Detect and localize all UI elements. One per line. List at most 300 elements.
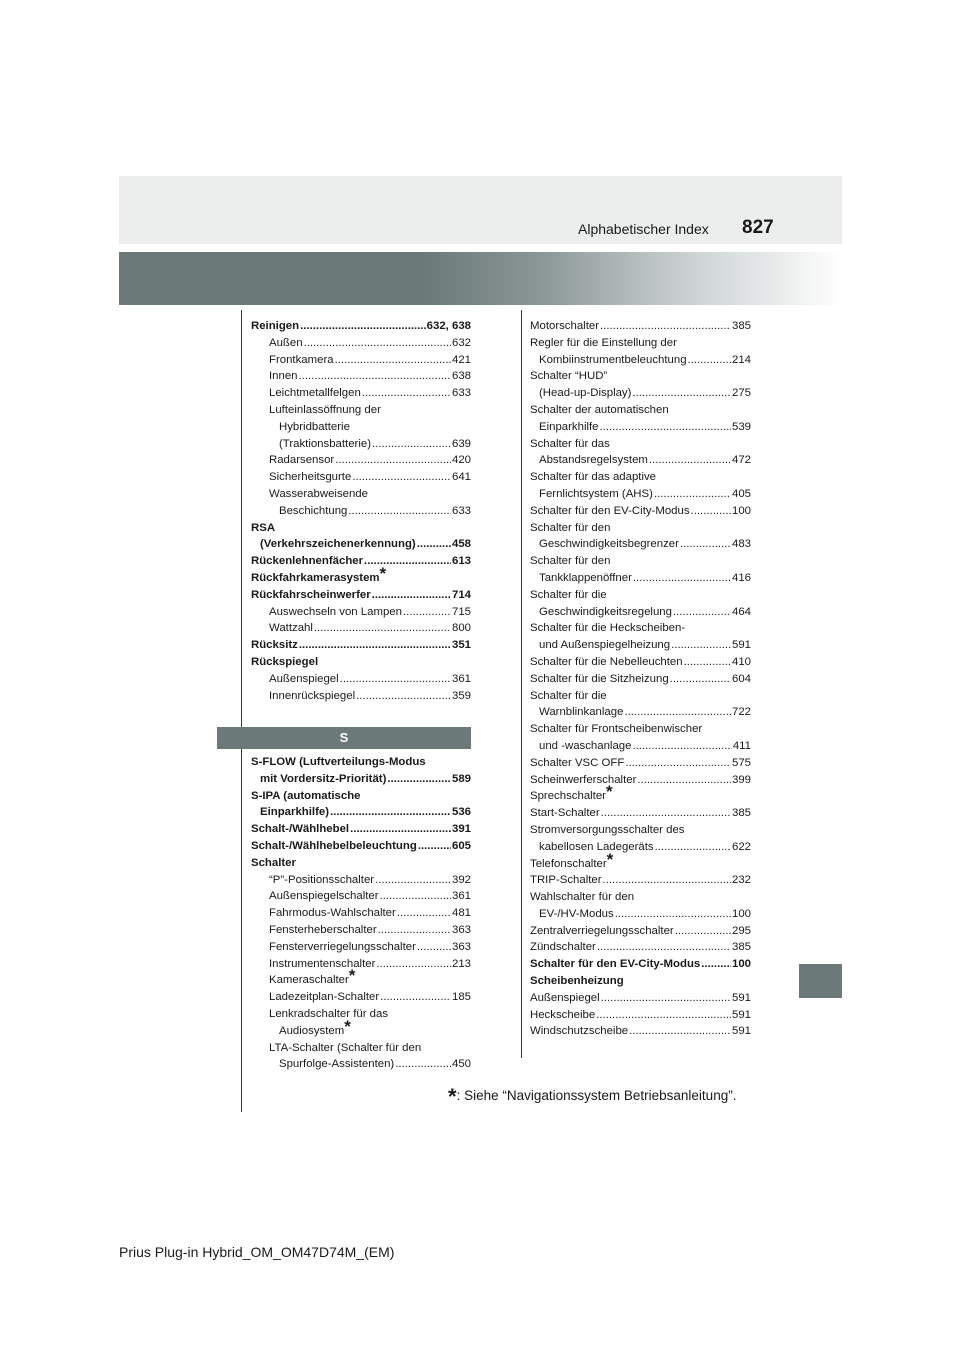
index-entry (251, 563, 471, 587)
entry-page-number: 100 (731, 504, 751, 517)
index-entry (530, 570, 751, 587)
index-entry (251, 688, 471, 705)
index-entry (251, 402, 471, 419)
index-entry (530, 721, 751, 738)
entry-page-number: 632 (451, 336, 471, 349)
dot-leader (601, 990, 731, 1007)
entry-page-number: 385 (731, 807, 751, 820)
index-entry (530, 1023, 751, 1040)
index-entry (251, 536, 471, 553)
entry-label: Außenspiegel (269, 672, 339, 685)
entry-label: Fernlichtsystem (AHS) (539, 487, 653, 500)
dot-leader (629, 1023, 731, 1040)
dot-leader (603, 872, 731, 889)
entry-label: Wattzahl (269, 622, 313, 635)
section-letter-band: S (217, 727, 471, 749)
entry-label: Schalter “HUD” (530, 370, 608, 383)
entry-page-number: 295 (731, 924, 751, 937)
entry-page-number: 416 (731, 571, 751, 584)
column-divider-rule (521, 310, 522, 1058)
entry-label: Schalter für die Sitzheizung (530, 672, 669, 685)
footnote (448, 1084, 736, 1110)
dot-leader (362, 385, 451, 402)
index-entry (251, 956, 471, 973)
index-entry (251, 905, 471, 922)
index-entry (251, 385, 471, 402)
index-entry (530, 906, 751, 923)
asterisk-marker: * (344, 1016, 351, 1036)
entry-page-number: 399 (731, 773, 751, 786)
entry-page-number: 391 (451, 823, 471, 836)
section-title: Alphabetischer Index (578, 221, 709, 237)
dot-leader (350, 821, 451, 838)
dot-leader (600, 318, 731, 335)
index-entry (530, 452, 751, 469)
index-entry (251, 654, 471, 671)
entry-page-number: 405 (731, 487, 751, 500)
entry-label: S-FLOW (Luftverteilungs-Modus (251, 756, 426, 768)
entry-label: Audiosystem (279, 1024, 345, 1037)
entry-label: Fensterheberschalter (269, 923, 377, 936)
entry-label: Stromversorgungsschalter des (530, 823, 685, 836)
index-entry (530, 805, 751, 822)
entry-label: Sprechschalter (530, 790, 606, 803)
dot-leader (600, 419, 731, 436)
entry-label: Ladezeitplan-Schalter (269, 991, 380, 1004)
index-entry (251, 788, 471, 805)
index-entry (530, 772, 751, 789)
entry-label: Leichtmetallfelgen (269, 387, 361, 400)
entry-label: Außenspiegelschalter (269, 890, 379, 903)
index-block-r (251, 318, 471, 704)
dot-leader (372, 587, 451, 604)
index-entry (251, 989, 471, 1006)
index-entry (251, 436, 471, 453)
entry-label: Schalter für die (530, 588, 607, 601)
entry-label: Rücksitz (251, 639, 298, 652)
index-entry (530, 352, 751, 369)
dot-leader (632, 385, 731, 402)
entry-page-number: 363 (451, 923, 471, 936)
index-entry (530, 587, 751, 604)
index-entry (251, 520, 471, 537)
entry-label: Lenkradschalter für das (269, 1007, 389, 1020)
entry-label: kabellosen Ladegeräts (539, 840, 654, 853)
entry-page-number: 363 (451, 940, 471, 953)
entry-page-number: 275 (731, 387, 751, 400)
entry-label: Rückfahrscheinwerfer (251, 588, 371, 601)
index-entry (251, 872, 471, 889)
dot-leader (356, 688, 451, 705)
dot-leader (335, 452, 451, 469)
dot-leader (637, 772, 731, 789)
entry-label: Instrumentenschalter (269, 957, 376, 970)
entry-label: Regler für die Einstellung der (530, 336, 677, 349)
index-entry (251, 335, 471, 352)
index-entry (251, 939, 471, 956)
index-entry (251, 604, 471, 621)
entry-page-number: 385 (731, 320, 751, 332)
index-entry (530, 849, 751, 873)
index-entry (251, 318, 471, 335)
index-entry (251, 855, 471, 872)
entry-page-number: 632, 638 (426, 320, 471, 332)
dot-leader (654, 486, 731, 503)
entry-label: Radarsensor (269, 454, 335, 467)
dot-leader (304, 335, 451, 352)
asterisk-marker: * (379, 563, 387, 583)
index-entry (530, 637, 751, 654)
dot-leader (299, 368, 451, 385)
index-entry (251, 771, 471, 788)
entry-page-number: 232 (731, 874, 751, 887)
index-entry (530, 704, 751, 721)
entry-page-number: 641 (451, 471, 471, 484)
index-entry (251, 1016, 471, 1040)
index-entry (530, 402, 751, 419)
index-entry (251, 671, 471, 688)
index-entry (530, 973, 751, 990)
chapter-side-tab (799, 964, 842, 998)
entry-label: Außenspiegel (530, 991, 600, 1004)
index-entry (530, 553, 751, 570)
entry-page-number: 214 (731, 353, 751, 366)
dot-leader (615, 906, 731, 923)
entry-page-number: 213 (451, 957, 471, 970)
entry-label: Telefonschalter (530, 857, 607, 870)
dot-leader (380, 888, 451, 905)
header-bar (119, 176, 842, 244)
entry-label: Schalter VSC OFF (530, 756, 625, 769)
left-column-s (251, 754, 471, 1073)
document-footer: Prius Plug-in Hybrid_OM_OM47D74M_(EM) (119, 1244, 395, 1260)
index-entry (530, 604, 751, 621)
entry-label: und Außenspiegelheizung (539, 639, 671, 652)
entry-label: Zentralverriegelungsschalter (530, 924, 674, 937)
entry-page-number: 604 (731, 672, 751, 685)
entry-page-number: 591 (731, 1025, 751, 1038)
entry-page-number: 100 (731, 907, 751, 920)
entry-page-number: 481 (451, 907, 471, 920)
entry-label: Einparkhilfe) (260, 806, 329, 819)
dot-leader (418, 838, 451, 855)
index-entry (251, 1006, 471, 1023)
index-entry (530, 671, 751, 688)
entry-page-number: 589 (451, 772, 471, 785)
entry-page-number: 185 (451, 991, 471, 1004)
dot-leader (688, 352, 731, 369)
entry-label: Heckscheibe (530, 1008, 596, 1021)
asterisk-marker: * (606, 849, 614, 869)
entry-label: Rückspiegel (251, 655, 319, 668)
index-entry (251, 553, 471, 570)
footnote-star: * (448, 1084, 457, 1109)
entry-page-number: 633 (451, 504, 471, 517)
dot-leader (352, 469, 451, 486)
entry-label: Kombiinstrumentbeleuchtung (539, 353, 687, 366)
index-entry (251, 368, 471, 385)
entry-label: Schalter für das (530, 437, 610, 450)
entry-label: und -waschanlage (539, 739, 632, 752)
dot-leader (632, 738, 731, 755)
index-entry (530, 385, 751, 402)
entry-page-number: 420 (451, 454, 471, 467)
index-entry (251, 922, 471, 939)
entry-label: Warnblinkanlage (539, 706, 624, 719)
dot-leader (372, 436, 451, 453)
dot-leader (387, 771, 451, 788)
entry-label: Schalter für den EV-City-Modus (530, 958, 701, 971)
entry-label: Schalter für den (530, 555, 611, 568)
entry-page-number: 591 (731, 991, 751, 1004)
dot-leader (597, 939, 731, 956)
entry-page-number: 458 (451, 538, 471, 551)
index-entry (251, 1040, 471, 1057)
entry-label: Frontkamera (269, 353, 334, 366)
entry-page-number: 392 (451, 873, 471, 886)
entry-label: Rückfahrkamerasystem (251, 571, 380, 584)
entry-label: mit Vordersitz-Priorität) (260, 772, 387, 785)
index-entry (530, 839, 751, 856)
entry-page-number: 715 (451, 605, 471, 618)
index-entry (251, 1056, 471, 1073)
left-column (251, 318, 471, 704)
entry-page-number: 591 (731, 1008, 751, 1021)
index-entry (530, 1007, 751, 1024)
entry-label: Schalter für die (530, 689, 607, 702)
index-entry (251, 486, 471, 503)
entry-page-number: 575 (731, 756, 751, 769)
entry-page-number: 622 (731, 840, 751, 853)
entry-label: Scheinwerferschalter (530, 773, 637, 786)
entry-page-number: 639 (451, 437, 471, 450)
index-entry (251, 888, 471, 905)
entry-label: Geschwindigkeitsbegrenzer (539, 538, 679, 551)
dot-leader (655, 839, 731, 856)
dot-leader (395, 1056, 451, 1073)
index-entry (530, 889, 751, 906)
right-column (530, 318, 751, 1040)
entry-label: Zündschalter (530, 941, 596, 954)
asterisk-marker: * (348, 966, 356, 986)
entry-page-number: 605 (451, 839, 471, 852)
entry-label: Abstandsregelsystem (539, 454, 648, 467)
dot-leader (684, 654, 731, 671)
index-entry (530, 368, 751, 385)
entry-label: EV-/HV-Modus (539, 907, 614, 920)
dot-leader (670, 671, 731, 688)
entry-page-number: 359 (451, 689, 471, 702)
index-entry (530, 419, 751, 436)
index-entry (251, 587, 471, 604)
entry-label: (Traktionsbatterie) (279, 437, 371, 450)
entry-page-number: 714 (451, 588, 471, 601)
index-entry (530, 620, 751, 637)
dot-leader (314, 620, 451, 637)
index-entry (251, 754, 471, 771)
entry-label: Rückenlehnenfächer (251, 555, 364, 568)
entry-page-number: 410 (731, 655, 751, 668)
entry-label: Wahlschalter für den (530, 891, 635, 904)
entry-label: Fensterverriegelungsschalter (269, 940, 416, 953)
index-entry (251, 503, 471, 520)
dot-leader (649, 452, 731, 469)
entry-label: Hybridbatterie (279, 420, 350, 433)
dot-leader (335, 352, 451, 369)
index-entry (530, 822, 751, 839)
index-entry (530, 939, 751, 956)
dot-leader (375, 872, 451, 889)
index-entry (530, 872, 751, 889)
entry-label: Schalter für den EV-City-Modus (530, 504, 690, 517)
entry-label: Motorschalter (530, 320, 600, 332)
entry-label: Fahrmodus-Wahlschalter (269, 907, 396, 920)
dot-leader (330, 804, 451, 821)
entry-page-number: 472 (731, 454, 751, 467)
dot-leader (417, 536, 451, 553)
dot-leader (380, 989, 451, 1006)
entry-page-number: 385 (731, 941, 751, 954)
index-entry (530, 520, 751, 537)
index-entry (251, 452, 471, 469)
index-entry (530, 318, 751, 335)
dot-leader (299, 637, 451, 654)
entry-label: Tankklappenöffner (539, 571, 632, 584)
entry-page-number: 351 (451, 639, 471, 652)
index-entry (530, 654, 751, 671)
entry-label: Scheibenheizung (530, 975, 624, 988)
dot-leader (364, 553, 451, 570)
index-entry (251, 419, 471, 436)
entry-label: Sicherheitsgurte (269, 471, 352, 484)
index-entry (251, 821, 471, 838)
index-entry (251, 838, 471, 855)
page-number: 827 (742, 217, 774, 238)
entry-label: Schalter der automatischen (530, 403, 669, 416)
dot-leader (633, 570, 731, 587)
index-entry (530, 782, 751, 805)
index-entry (530, 738, 751, 755)
entry-label: Wasserabweisende (269, 487, 368, 500)
entry-page-number: 536 (451, 806, 471, 819)
entry-page-number: 100 (731, 958, 751, 971)
index-entry (530, 436, 751, 453)
header-gradient-band (119, 252, 842, 305)
index-block-right (530, 318, 751, 1040)
index-entry (530, 486, 751, 503)
asterisk-marker: * (605, 782, 613, 802)
entry-page-number: 539 (731, 420, 751, 433)
entry-label: Schalter für Frontscheibenwischer (530, 723, 703, 736)
entry-label: Geschwindigkeitsregelung (539, 605, 672, 618)
left-margin-rule (241, 310, 242, 1112)
dot-leader (417, 939, 451, 956)
index-entry (251, 966, 471, 989)
entry-page-number: 591 (731, 639, 751, 652)
dot-leader (701, 956, 731, 973)
dot-leader (691, 503, 731, 520)
entry-label: (Verkehrszeichenerkennung) (260, 538, 416, 551)
index-entry (251, 637, 471, 654)
index-entry (530, 688, 751, 705)
dot-leader (376, 956, 451, 973)
entry-label: Schalt-/Wählhebel (251, 823, 350, 836)
entry-page-number: 361 (451, 890, 471, 903)
entry-label: Innenrückspiegel (269, 689, 356, 702)
dot-leader (680, 536, 731, 553)
entry-label: Schalter für die Heckscheiben- (530, 622, 686, 635)
index-entry (530, 503, 751, 520)
dot-leader (601, 805, 731, 822)
dot-leader (397, 905, 451, 922)
index-entry (251, 620, 471, 637)
entry-page-number: 800 (451, 622, 471, 635)
dot-leader (671, 637, 731, 654)
index-entry (530, 956, 751, 973)
footnote-text: : Siehe “Navigationssystem Betriebsanleitung”. (456, 1088, 737, 1103)
entry-label: Kameraschalter (269, 974, 349, 987)
index-entry (530, 469, 751, 486)
dot-leader (403, 604, 451, 621)
entry-page-number: 638 (451, 370, 471, 383)
entry-label: Einparkhilfe (539, 420, 599, 433)
entry-label: Windschutzscheibe (530, 1025, 629, 1038)
dot-leader (673, 604, 731, 621)
dot-leader (675, 923, 731, 940)
index-entry (251, 352, 471, 369)
entry-page-number: 411 (732, 739, 751, 752)
entry-label: Beschichtung (279, 504, 348, 517)
dot-leader (625, 755, 731, 772)
entry-label: Auswechseln von Lampen (269, 605, 402, 618)
entry-label: Spurfolge-Assistenten) (279, 1058, 395, 1071)
entry-label: Start-Schalter (530, 807, 600, 820)
entry-page-number: 483 (731, 538, 751, 551)
entry-label: Reinigen (251, 320, 300, 332)
dot-leader (340, 671, 451, 688)
dot-leader (348, 503, 451, 520)
entry-page-number: 450 (451, 1058, 471, 1071)
index-entry (530, 923, 751, 940)
entry-page-number: 633 (451, 387, 471, 400)
entry-label: Schalter für das adaptive (530, 471, 657, 484)
entry-label: Schalter für die Nebelleuchten (530, 655, 683, 668)
index-entry (530, 990, 751, 1007)
entry-label: RSA (251, 521, 276, 534)
entry-label: Schalter für den (530, 521, 611, 534)
entry-label: Außen (269, 336, 303, 349)
entry-page-number: 613 (451, 555, 471, 568)
index-entry (530, 335, 751, 352)
entry-label: Schalter (251, 856, 296, 869)
entry-label: “P”-Positionsschalter (269, 873, 375, 886)
dot-leader (300, 318, 426, 335)
entry-label: Schalt-/Wählhebelbeleuchtung (251, 839, 417, 852)
dot-leader (596, 1007, 731, 1024)
entry-label: Lufteinlassöffnung der (269, 403, 381, 416)
index-entry (251, 804, 471, 821)
entry-page-number: 722 (731, 706, 751, 719)
entry-page-number: 421 (451, 353, 471, 366)
dot-leader (378, 922, 451, 939)
entry-label: TRIP-Schalter (530, 874, 602, 887)
index-entry (530, 536, 751, 553)
index-entry (530, 755, 751, 772)
entry-label: Innen (269, 370, 298, 383)
entry-page-number: 361 (451, 672, 471, 685)
index-entry (251, 469, 471, 486)
entry-label: LTA-Schalter (Schalter für den (269, 1041, 422, 1054)
